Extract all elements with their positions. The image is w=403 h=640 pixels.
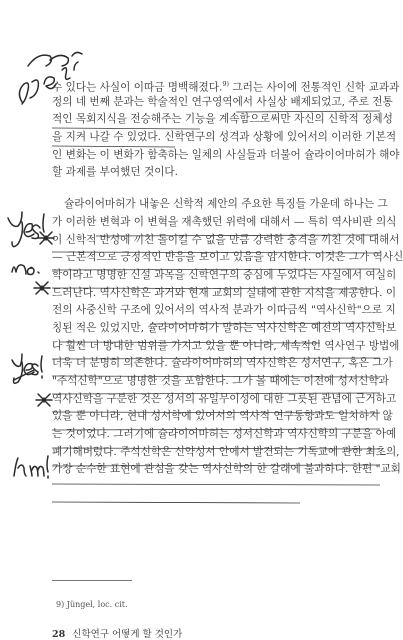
footnote-divider — [52, 580, 132, 581]
body-line-20: 는 것이었다. 그러기에 슐라이어마허는 성서신학과 역사신학의 구분을 아예 — [52, 428, 397, 441]
body-line-8: 가 이러한 변혁과 이 변혁을 재촉했던 위력에 대해서 — 특히 역사비판 의식 — [52, 215, 397, 228]
body-line-2: 정의 네 번째 분과는 학술적인 연구영역에서 사실상 배제되었고, 주로 전통 — [52, 95, 393, 108]
body-line-5: 인 변화는 이 변화가 함축하는 일체의 사실들과 더불어 슐라이어마허가 해야 — [52, 148, 400, 161]
body-line-16: 더욱 더 분명히 의존한다. 슐라이어마허의 역사신학은 성서연구, 혹은 그가 — [52, 357, 393, 370]
footnote-ref[interactable]: 9) — [222, 80, 230, 88]
body-line-17: "주석신학"으로 명명한 것을 포함한다. 그가 볼 때에는 이전에 성서신학과 — [52, 375, 389, 387]
body-line-19: 있을 뿐 아니라, 현대 성서학에 있어서의 역사적 연구동향과도 일치하지 않 — [52, 410, 393, 423]
body-line-9: 이 신학적 반성에 끼친 돌이킬 수 없을 만큼 강력한 충격을 끼친 것에 대해서 — [52, 233, 400, 246]
body-line-14: 칭된 적은 있었지만, 슐라이어마허가 말하는 역사신학은 예전의 역사신학보 — [52, 321, 397, 334]
annotation-no — [12, 265, 50, 294]
page-number: 28 — [52, 629, 66, 640]
page-footer — [52, 626, 182, 640]
body-line-6: 할 과제를 부여했던 것이다. — [52, 166, 179, 179]
body-line-10: — 근본적으로 긍정적인 반응을 보이고 있음을 암시한다. 이것은 그가 역사신 — [52, 251, 403, 264]
footnote: 9) Jüngel, loc. cit. — [56, 600, 128, 609]
body-line-15: 다 훨씬 더 방대한 범위를 가지고 있을 뿐 아니라, 세속적인 역사연구 방법에 — [52, 339, 400, 352]
annotation-yes-2 — [12, 354, 52, 406]
body-line-1 — [52, 76, 400, 94]
body-line-22: 가장 순수한 표현에 관심을 갖는 역사신학의 한 갈래에 불과하다. 한편 "교회 — [52, 463, 401, 476]
body-line-13: 전의 사중신학 구조에 있어서의 역사적 분과가 이따금씩 "역사신학"으로 지 — [52, 304, 396, 317]
running-title: 신학연구 어떻게 할 것인가 — [72, 629, 183, 640]
body-line-11: 학이라고 명명한 신설 과목을 신학연구의 중심에 두었다는 사실에서 여실히 — [52, 268, 397, 281]
body-line-21: 폐기해버렸다. 주석신학은 신약성서 안에서 발견되는 기독교에 관한 최초의, — [52, 445, 400, 458]
body-line-1-rest: 그러는 사이에 전통적인 신학 교과과 — [229, 81, 400, 94]
annotation-yes-1 — [8, 212, 54, 247]
body-line-7: 슐라이어마허가 내놓은 신학적 제안의 주요한 특징들 가운데 하나는 그 — [64, 198, 388, 211]
body-line-3: 적인 목회지식을 전승해주는 기능을 계속함으로써만 자신의 신학적 정체성 — [52, 113, 393, 126]
body-line-1-text: 수 있다는 사실이 이따금 명백해졌다. — [52, 81, 223, 94]
body-line-18: 역사신학을 구분한 것은 성서의 유일무이성에 대한 그릇된 관념에 근거하고 — [52, 392, 397, 405]
annotation-hm — [14, 456, 48, 478]
body-line-4: 을 지켜 나갈 수 있었다. 신학연구의 성격과 상황에 있어서의 이러한 기본적 — [52, 131, 397, 144]
body-line-12: 드러난다. 역사신학은 과거와 현재 교회의 실태에 관한 지식을 제공한다. 이 — [52, 286, 397, 299]
body-text — [52, 76, 403, 479]
